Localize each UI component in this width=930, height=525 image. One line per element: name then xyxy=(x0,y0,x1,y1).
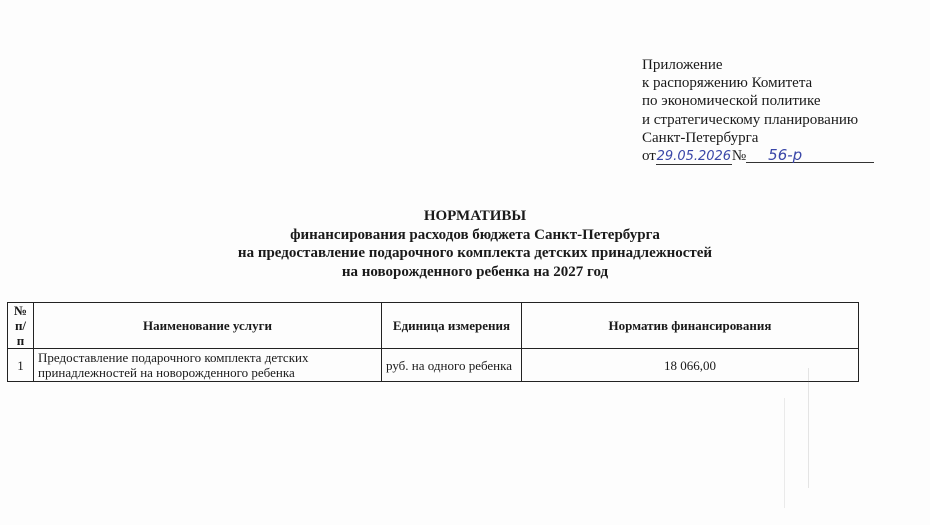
ghost-stroke-2 xyxy=(784,398,785,508)
appendix-line-5: Санкт-Петербурга xyxy=(642,129,759,146)
header-num-line-1: № xyxy=(13,303,28,318)
document-title xyxy=(0,207,930,281)
cell-unit: руб. на одного ребенка xyxy=(382,349,522,382)
date-number-line xyxy=(642,147,902,165)
table-header-row xyxy=(8,303,859,349)
number-prefix: № xyxy=(731,148,747,165)
title-line-4: на новорожденного ребенка на 2027 год xyxy=(341,263,609,280)
cell-service-name-line-2: принадлежностей на новорожденного ребенка xyxy=(38,365,295,380)
cell-service-name xyxy=(34,349,382,382)
appendix-line-1: Приложение xyxy=(642,57,723,73)
norms-table xyxy=(7,302,859,382)
handwritten-number: 56-р xyxy=(746,148,874,163)
handwritten-date: 29.05.2026 xyxy=(656,149,732,165)
cell-service-name-line-1: Предоставление подарочного комплекта детских xyxy=(38,350,309,365)
date-prefix: от xyxy=(642,148,656,165)
header-service-name: Наименование услуги xyxy=(34,303,382,349)
cell-norm: 18 066,00 xyxy=(522,349,859,382)
header-norm: Норматив финансирования xyxy=(522,303,859,349)
appendix-line-3: по экономической политике xyxy=(642,93,821,110)
header-num xyxy=(8,303,34,349)
ghost-stroke-1 xyxy=(808,368,809,488)
appendix-line-2: к распоряжению Комитета xyxy=(642,75,813,92)
title-line-3: на предоставление подарочного комплекта детских принадлежностей xyxy=(237,245,713,261)
header-num-line-2: п/п xyxy=(14,318,27,348)
show-through-marks xyxy=(770,368,830,518)
table-row xyxy=(8,349,859,382)
title-line-1: НОРМАТИВЫ xyxy=(423,208,527,224)
appendix-line-4: и стратегическому планированию xyxy=(642,111,859,128)
appendix-block xyxy=(642,56,902,165)
title-line-2: финансирования расходов бюджета Санкт-Петербурга xyxy=(290,226,660,243)
header-unit: Единица измерения xyxy=(382,303,522,349)
cell-num: 1 xyxy=(8,349,34,382)
